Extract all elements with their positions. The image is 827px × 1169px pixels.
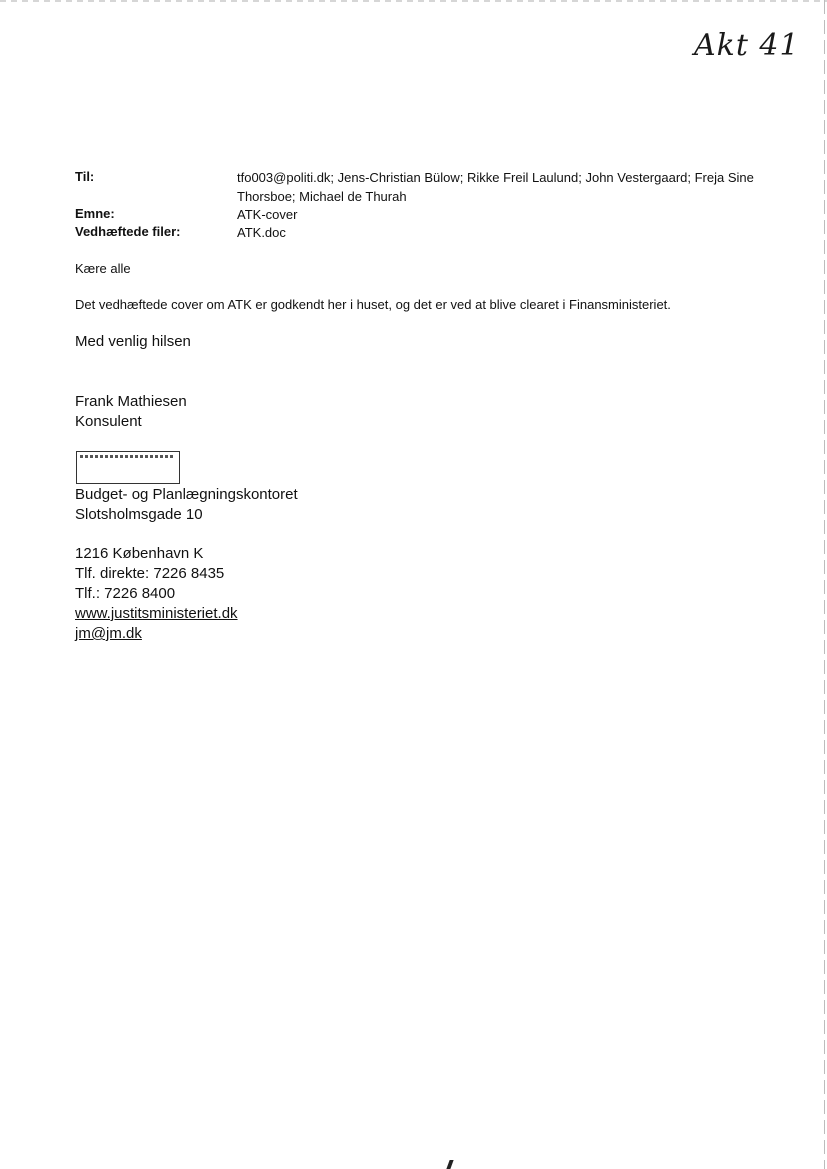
logo-placeholder (76, 451, 180, 484)
attachment-file[interactable]: ATK.doc (237, 225, 286, 240)
greeting: Kære alle (75, 261, 131, 276)
scan-edge-right (824, 0, 825, 1169)
handwritten-annotation: Akt 41 (694, 28, 800, 63)
stray-pen-mark (446, 1160, 453, 1169)
closing: Med venlig hilsen (75, 333, 191, 350)
subject-value: ATK-cover (237, 207, 298, 222)
phone-main: Tlf.: 7226 8400 (75, 585, 176, 602)
to-label: Til: (75, 169, 95, 184)
office-name: Budget- og Planlægningskontoret (75, 486, 298, 503)
office-city: 1216 København K (75, 545, 204, 562)
subject-label: Emne: (75, 206, 115, 221)
message-text: Det vedhæftede cover om ATK er godkendt her i huset, og det er ved at blive clearet i Finansministeriet. (75, 297, 671, 312)
sender-title: Konsulent (75, 413, 142, 430)
attachments-label: Vedhæftede filer: (75, 224, 181, 239)
to-recipients: tfo003@politi.dk; Jens-Christian Bülow; Rikke Freil Laulund; John Vestergaard; Freja Sine Thorsboe; Michael de Thurah (237, 170, 754, 204)
scan-edge-top (0, 0, 827, 2)
logo-mark (80, 455, 174, 458)
email-link[interactable]: jm@jm.dk (75, 625, 142, 642)
website-link[interactable]: www.justitsministeriet.dk (75, 605, 238, 622)
sender-name: Frank Mathiesen (75, 393, 187, 410)
office-street: Slotsholmsgade 10 (75, 506, 203, 523)
phone-direct: Tlf. direkte: 7226 8435 (75, 565, 225, 582)
